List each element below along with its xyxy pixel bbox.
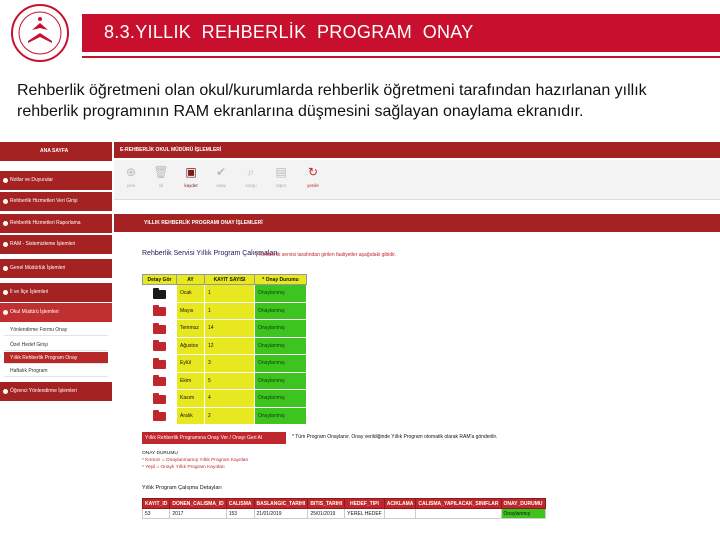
- sidebar-item-notes[interactable]: [0, 171, 112, 190]
- status-cell: Onaylanmış: [255, 337, 307, 355]
- sidebar-item-label: ANA SAYFA: [40, 148, 69, 154]
- column-header: BASLANGIC_TARIHI: [254, 499, 308, 509]
- sidebar-item-label: RAM - Sistemizleme İşlemleri: [10, 241, 76, 247]
- legend-title: ONAY DURUMU: [142, 451, 178, 456]
- detail-table: [142, 498, 546, 519]
- slide-header: [0, 0, 720, 68]
- table-row: [143, 320, 307, 338]
- sidebar-item-label: Notlar ve Duyurular: [10, 177, 54, 183]
- table-cell: 153: [226, 509, 254, 519]
- sidebar-item-principal[interactable]: [0, 303, 112, 322]
- sidebar-item-general-directorate[interactable]: [0, 259, 112, 278]
- table-cell: YEREL HEDEF: [345, 509, 385, 519]
- column-header: Detay Gör: [143, 275, 177, 285]
- count-cell: 4: [205, 390, 255, 408]
- detail-cell[interactable]: [143, 302, 177, 320]
- sidebar-item-label: Rehberlik Hizmetleri Raporlama: [10, 220, 81, 226]
- sidebar-subitem-special-goal[interactable]: [4, 339, 108, 351]
- sidebar-item-label: Öğrenci Yönlendirme İşlemleri: [10, 388, 77, 394]
- folder-icon[interactable]: [153, 395, 166, 404]
- sidebar-item-student-referral[interactable]: [0, 382, 112, 401]
- approve-button[interactable]: [208, 164, 234, 196]
- bullet-icon: [3, 178, 8, 183]
- count-cell: 1: [205, 302, 255, 320]
- count-cell: 3: [205, 355, 255, 373]
- detail-cell[interactable]: [143, 355, 177, 373]
- column-header: CALISMA_YAPILACAK_SINIFLAR: [416, 499, 501, 509]
- sidebar-item-label: İl ve İlçe İşlemleri: [10, 289, 49, 295]
- folder-icon[interactable]: [153, 325, 166, 334]
- sidebar-subitem-yearly-approval[interactable]: [4, 352, 108, 364]
- approve-program-button[interactable]: Yıllık Rehberlik Programına Onay Ver / Onayı Geri Al: [142, 432, 286, 444]
- sidebar-item-data-entry[interactable]: [0, 192, 112, 211]
- sidebar-subitem-label: Özel Hedef Girişi: [10, 342, 48, 348]
- sidebar-subitem-label: Haftalık Program: [10, 368, 48, 374]
- monthly-program-table: [142, 274, 307, 425]
- refresh-icon: ↻: [307, 165, 319, 179]
- section-header: YILLIK REHBERLİK PROGRAMI ONAY İŞLEMLERİ: [114, 214, 720, 232]
- search-icon: ⌕: [247, 165, 255, 179]
- slide-description: Rehberlik öğretmeni olan okul/kurumlarda rehberlik öğretmeni tarafından hazırlanan yıllık rehberlik programının RAM ekranlarına düşmesini sağlayan onaylama ekranıdır.: [17, 82, 647, 120]
- folder-icon[interactable]: [153, 412, 166, 421]
- bullet-icon: [3, 266, 8, 271]
- status-cell: Onaylanmış: [255, 407, 307, 425]
- panel-title: Rehberlik Servisi Yıllık Program Çalışmaları: [142, 250, 278, 257]
- sidebar-subitem-label: Yönlendirme Formu Onay: [10, 327, 68, 333]
- bullet-icon: [3, 310, 8, 315]
- table-row: [143, 390, 307, 408]
- report-icon: ▤: [275, 165, 287, 179]
- status-cell: Onaylanmış: [255, 302, 307, 320]
- meb-logo-icon: [10, 3, 70, 63]
- status-cell: Onaylanmış: [255, 320, 307, 338]
- column-header: KAYIT_ID: [143, 499, 170, 509]
- count-cell: 5: [205, 372, 255, 390]
- month-cell: Kasım: [177, 390, 205, 408]
- detail-cell[interactable]: [143, 337, 177, 355]
- tool-label: sorgu: [245, 183, 257, 188]
- count-cell: 1: [205, 285, 255, 303]
- table-row: [143, 285, 307, 303]
- count-cell: 14: [205, 320, 255, 338]
- folder-icon[interactable]: [153, 377, 166, 386]
- month-cell: Aralık: [177, 407, 205, 425]
- report-button[interactable]: [268, 164, 294, 196]
- trash-icon: 🗑: [153, 165, 169, 179]
- month-cell: Ocak: [177, 285, 205, 303]
- app-screenshot: [0, 140, 720, 540]
- save-icon: ▣: [185, 165, 197, 179]
- sidebar-item-province[interactable]: [0, 283, 112, 302]
- detail-cell[interactable]: [143, 320, 177, 338]
- column-header: AY: [177, 275, 205, 285]
- column-header: ONAY_DURUMU: [501, 499, 545, 509]
- sidebar: [0, 140, 112, 540]
- month-cell: Eylül: [177, 355, 205, 373]
- month-cell: Mayıs: [177, 302, 205, 320]
- status-cell: Onaylanmış: [255, 390, 307, 408]
- status-cell: Onaylanmış: [501, 509, 545, 519]
- month-cell: Ağustos: [177, 337, 205, 355]
- column-header: KAYIT SAYISI: [205, 275, 255, 285]
- page-title: 8.3.YILLIK REHBERLİK PROGRAM ONAY: [104, 22, 474, 42]
- title-bar: [82, 14, 720, 52]
- main-header: E-REHBERLİK OKUL MÜDÜRÜ İŞLEMLERİ: [114, 142, 720, 158]
- toolbar: [114, 160, 720, 200]
- sidebar-subitem-referral[interactable]: [4, 324, 108, 336]
- detail-cell[interactable]: [143, 390, 177, 408]
- bullet-icon: [3, 242, 8, 247]
- table-cell: 2017: [170, 509, 226, 519]
- table-cell: [384, 509, 416, 519]
- table-row: [143, 509, 546, 519]
- table-header-row: [143, 499, 546, 509]
- sidebar-item-label: Rehberlik Hizmetleri Veri Girişi: [10, 198, 78, 204]
- tool-label: yenile: [307, 183, 319, 188]
- table-cell: 21/01/2019: [254, 509, 308, 519]
- folder-icon[interactable]: [153, 307, 166, 316]
- legend-line-red: * Kırmızı = Onaylanmamış Yıllık Program Kayıtları: [142, 458, 249, 463]
- table-row: [143, 355, 307, 373]
- bullet-icon: [3, 221, 8, 226]
- table-row: [143, 372, 307, 390]
- status-legend: [142, 450, 248, 471]
- status-cell: Onaylanmış: [255, 372, 307, 390]
- sidebar-subitem-label: Yıllık Rehberlik Program Onay: [10, 355, 78, 361]
- month-cell: Temmuz: [177, 320, 205, 338]
- sidebar-item-reports[interactable]: [0, 214, 112, 233]
- new-button[interactable]: [118, 164, 144, 196]
- column-header: HEDEF_TIPI: [345, 499, 385, 509]
- tool-label: rapor: [275, 183, 287, 188]
- count-cell: 12: [205, 337, 255, 355]
- panel-warning: ** Rehberlik servisi tarafından girilen faaliyetler aşağıdaki gibidir.: [254, 252, 397, 258]
- tool-label: sil: [158, 183, 164, 188]
- detail-title: Yıllık Program Çalışma Detayları: [142, 485, 222, 491]
- sidebar-subitem-weekly[interactable]: [4, 365, 108, 377]
- column-header: CALISMA: [226, 499, 254, 509]
- table-header-row: [143, 275, 307, 285]
- save-button[interactable]: [178, 164, 204, 196]
- folder-icon[interactable]: [153, 342, 166, 351]
- plus-icon: ⊕: [125, 165, 137, 179]
- tool-label: kaydet: [184, 183, 198, 188]
- table-cell: [416, 509, 501, 519]
- status-cell: Onaylanmış: [255, 285, 307, 303]
- legend-line-green: * Yeşil = Onaylı Yıllık Program Kayıtları: [142, 465, 225, 470]
- column-header: BITIS_TARIHI: [308, 499, 345, 509]
- table-row: [143, 407, 307, 425]
- column-header: DONEN_CALISMA_ID: [170, 499, 226, 509]
- column-header: * Onay Durumu: [255, 275, 307, 285]
- table-row: [143, 302, 307, 320]
- tool-label: yeni: [126, 183, 136, 188]
- query-button[interactable]: [238, 164, 264, 196]
- approve-note: * Tüm Program Onaylanır. Onay verildiğinde Yıllık Program otomatik olarak RAM'a gönderilir.: [292, 434, 498, 440]
- status-cell: Onaylanmış: [255, 355, 307, 373]
- delete-button[interactable]: [148, 164, 174, 196]
- refresh-button[interactable]: [300, 164, 326, 196]
- table-cell: 53: [143, 509, 170, 519]
- table-cell: 25/01/2019: [308, 509, 345, 519]
- detail-cell[interactable]: [143, 372, 177, 390]
- detail-cell[interactable]: [143, 407, 177, 425]
- detail-cell[interactable]: [143, 285, 177, 303]
- tool-label: onay: [216, 183, 226, 188]
- sidebar-item-label: Genel Müdürlük İşlemleri: [10, 265, 66, 271]
- bullet-icon: [3, 389, 8, 394]
- main-panel: [114, 140, 720, 540]
- count-cell: 2: [205, 407, 255, 425]
- folder-icon[interactable]: [153, 290, 166, 299]
- bullet-icon: [3, 199, 8, 204]
- title-divider: [82, 56, 720, 58]
- table-row: [143, 337, 307, 355]
- folder-icon[interactable]: [153, 360, 166, 369]
- sidebar-item-ram[interactable]: [0, 235, 112, 254]
- bullet-icon: [3, 290, 8, 295]
- month-cell: Ekim: [177, 372, 205, 390]
- sidebar-item-label: Okul Müdürü İşlemleri: [10, 309, 59, 315]
- check-icon: ✔: [215, 165, 227, 179]
- sidebar-item-home[interactable]: [0, 142, 112, 161]
- column-header: ACIKLAMA: [384, 499, 416, 509]
